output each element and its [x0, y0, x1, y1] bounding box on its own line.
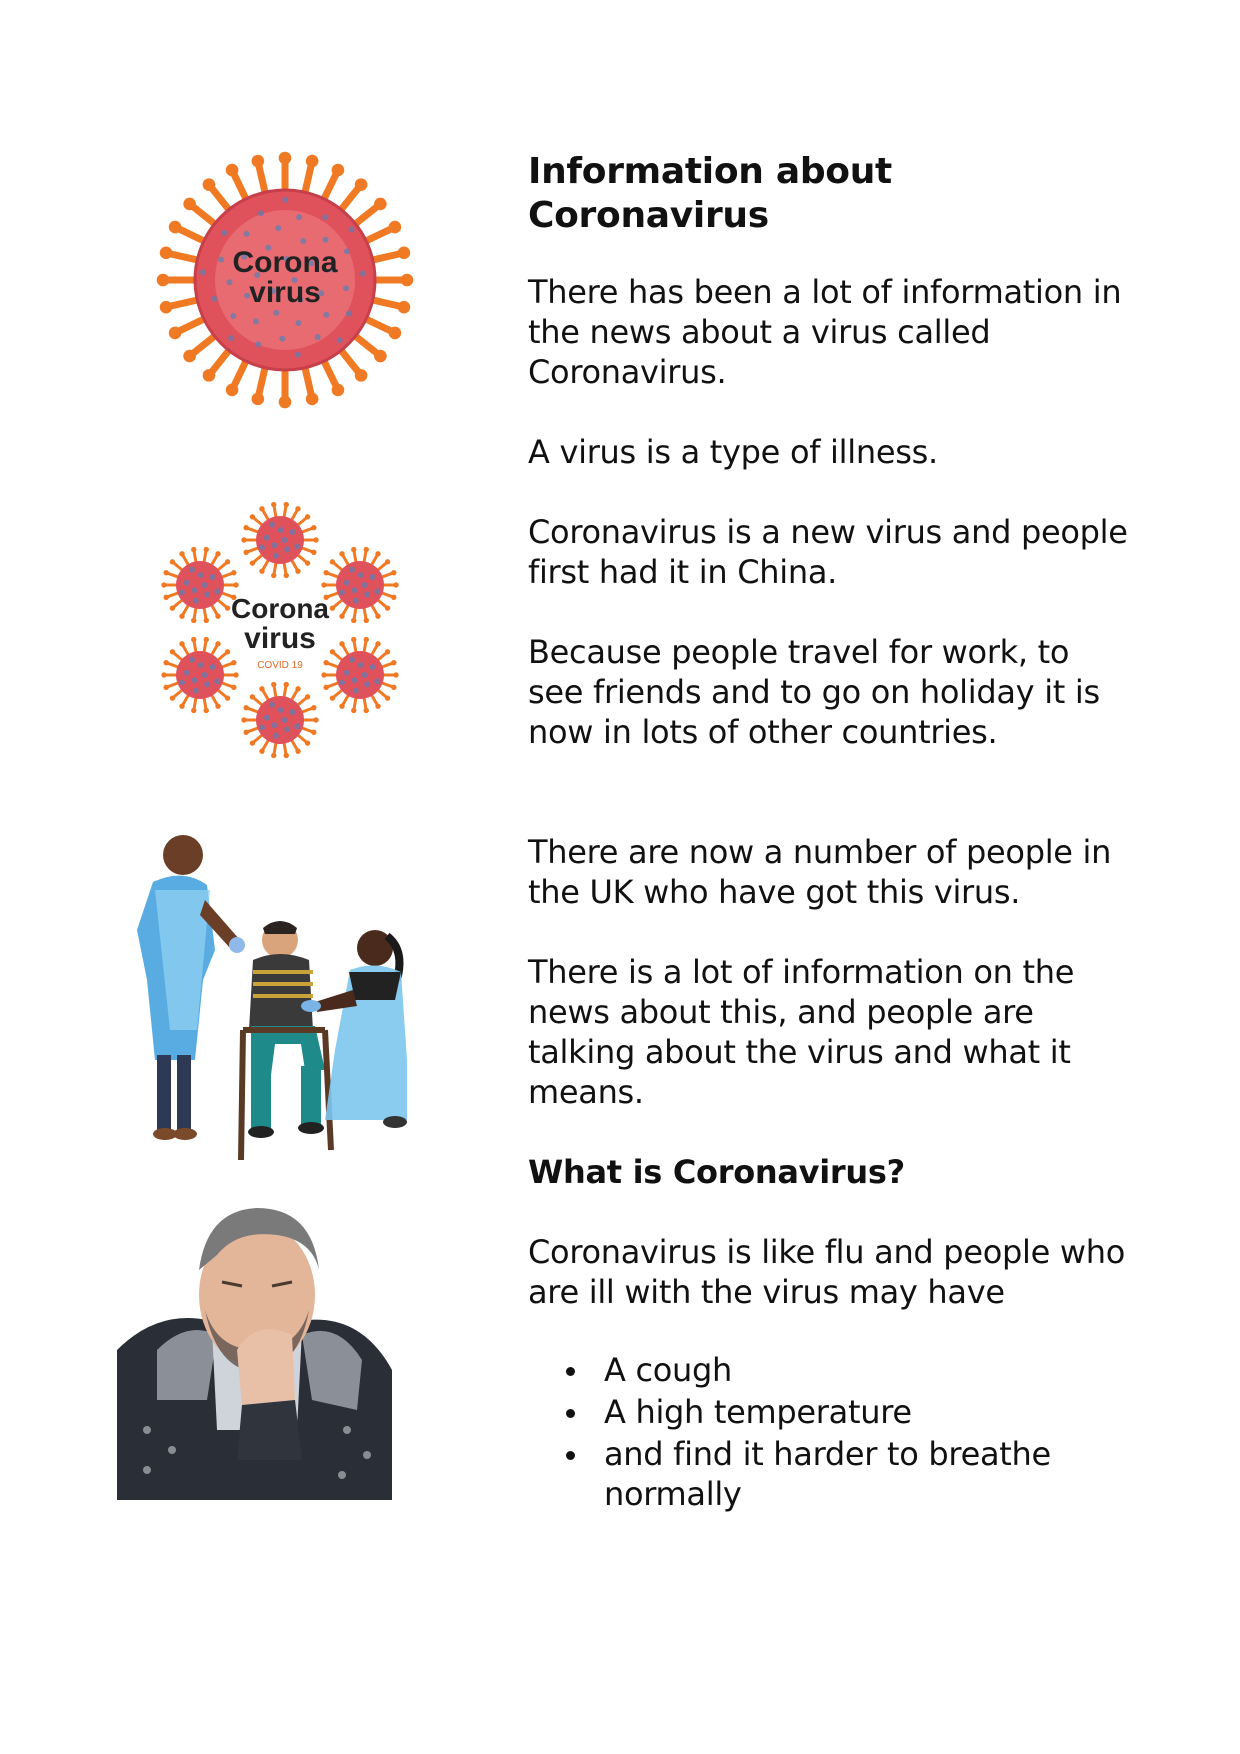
medical-test-illustration	[125, 830, 425, 1165]
paragraph-china: Coronavirus is a new virus and people first had it in China.	[528, 513, 1128, 591]
man-coughing-photo	[117, 1200, 392, 1500]
ring-label-line3: COVID 19	[257, 660, 303, 671]
list-item: A high temperature	[604, 1392, 1128, 1432]
paragraph-virus-definition: A virus is a type of illness.	[528, 433, 938, 471]
small-virus-icon	[321, 637, 398, 713]
fist	[237, 1329, 295, 1405]
small-virus-icon	[241, 502, 318, 578]
small-virus-icon	[161, 547, 238, 623]
small-virus-icon	[161, 637, 238, 713]
ring-label-line1: Corona	[231, 593, 329, 624]
paragraph-talking: There is a lot of information on the news about this, and people are talking about the virus and what it means.	[528, 953, 1075, 1111]
page-title: Information about Coronavirus	[528, 151, 892, 236]
small-virus-icon	[321, 547, 398, 623]
coronavirus-ring-icon	[150, 500, 410, 760]
paragraph-travel: Because people travel for work, to see friends and to go on holiday it is now in lots of other countries.	[528, 633, 1100, 751]
seated-man-figure	[241, 921, 331, 1160]
ring-label-line2: virus	[244, 622, 316, 655]
paragraph-uk: There are now a number of people in the UK who have got this virus.	[528, 833, 1112, 911]
list-item: and find it harder to breathe normally	[604, 1434, 1128, 1514]
symptom-list	[528, 1350, 1128, 1516]
coronavirus-icon	[155, 150, 415, 410]
paragraph-symptoms-intro: Coronavirus is like flu and people who are ill with the virus may have	[528, 1233, 1125, 1311]
subheading-what-is: What is Coronavirus?	[528, 1153, 905, 1191]
virus-label-line2: virus	[249, 276, 321, 309]
small-virus-icon	[241, 682, 318, 758]
list-item: A cough	[604, 1350, 1128, 1390]
virus-label-line1: Corona	[232, 246, 338, 279]
standing-nurse-figure	[137, 835, 245, 1140]
paragraph-news: There has been a lot of information in the news about a virus called Coronavirus.	[528, 273, 1122, 391]
